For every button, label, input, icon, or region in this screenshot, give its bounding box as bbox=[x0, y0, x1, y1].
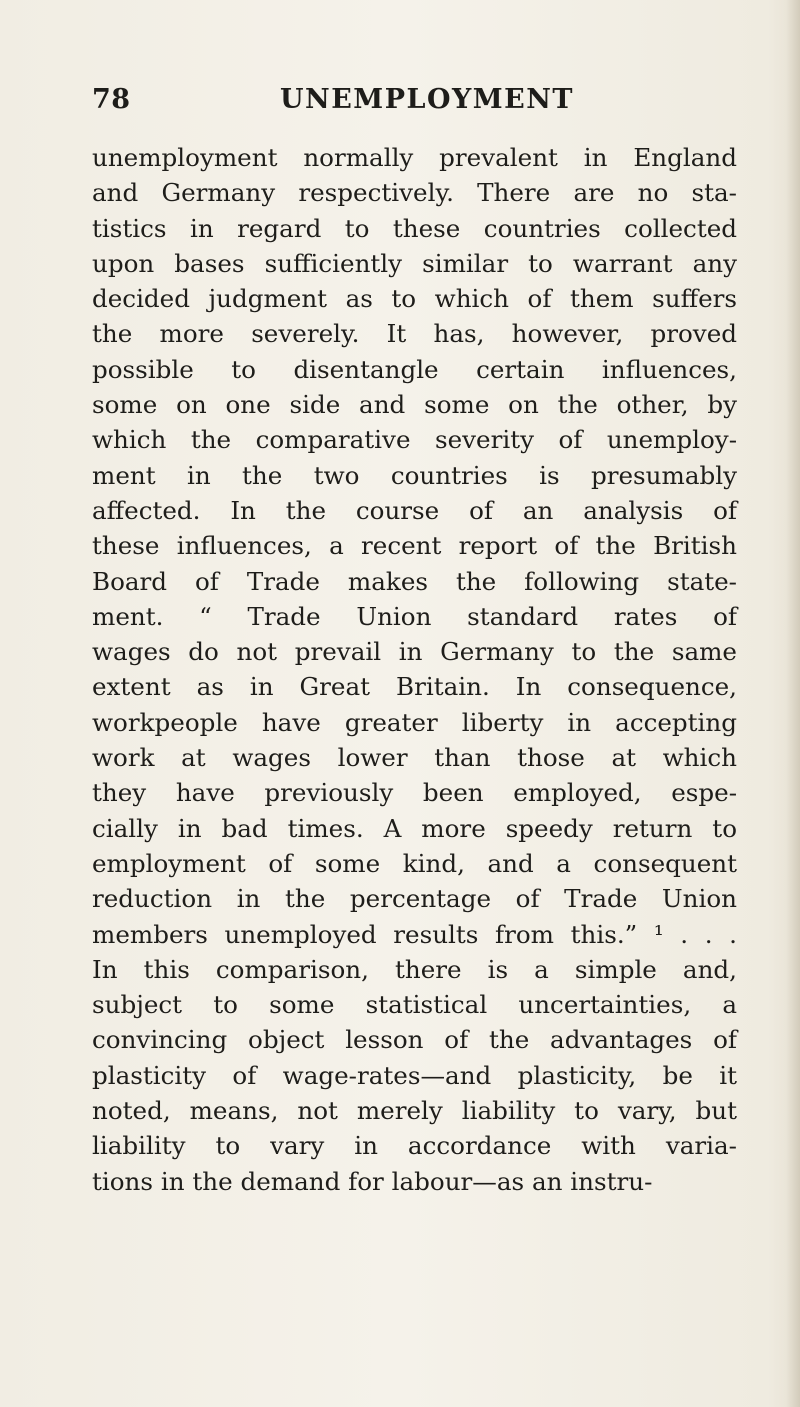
text-line: affected. In the course of an analysis of bbox=[92, 495, 737, 525]
running-head: UNEMPLOYMENT bbox=[280, 84, 575, 115]
text-line: and Germany respectively. There are no sta- bbox=[92, 178, 737, 208]
text-line: tistics in regard to these countries collected bbox=[92, 213, 737, 243]
text-line: wages do not prevail in Germany to the same bbox=[92, 637, 737, 667]
text-line: cially in bad times. A more speedy return to bbox=[92, 813, 737, 843]
text-line: decided judgment as to which of them suffers bbox=[92, 284, 737, 314]
text-line: work at wages lower than those at which bbox=[92, 743, 737, 773]
text-line: reduction in the percentage of Trade Union bbox=[92, 884, 737, 914]
text-line: the more severely. It has, however, proved bbox=[92, 319, 737, 349]
text-line: extent as in Great Britain. In consequence, bbox=[92, 672, 737, 702]
text-line: possible to disentangle certain influences, bbox=[92, 354, 737, 384]
text-line: members unemployed results from this.” ¹ . . . bbox=[92, 919, 737, 949]
text-line: plasticity of wage-rates—and plasticity, be it bbox=[92, 1060, 737, 1090]
text-line: workpeople have greater liberty in accepting bbox=[92, 707, 737, 737]
page-number: 78 bbox=[92, 84, 131, 115]
text-line: these influences, a recent report of the British bbox=[92, 531, 737, 561]
text-line: upon bases sufficiently similar to warrant any bbox=[92, 248, 737, 278]
text-line: they have previously been employed, espe- bbox=[92, 778, 737, 808]
body-paragraph bbox=[92, 140, 737, 1199]
text-line: Board of Trade makes the following state- bbox=[92, 566, 737, 596]
text-line: some on one side and some on the other, by bbox=[92, 390, 737, 420]
text-line: unemployment normally prevalent in England bbox=[92, 143, 737, 172]
text-line: In this comparison, there is a simple and, bbox=[92, 954, 737, 984]
page-edge-shadow bbox=[786, 0, 800, 1407]
page-header bbox=[92, 80, 652, 120]
text-line: ment. “ Trade Union standard rates of bbox=[92, 601, 737, 631]
text-line: which the comparative severity of unemploy- bbox=[92, 425, 737, 455]
text-line: liability to vary in accordance with varia- bbox=[92, 1131, 737, 1161]
text-line: subject to some statistical uncertainties, a bbox=[92, 990, 737, 1020]
text-line: noted, means, not merely liability to vary, but bbox=[92, 1096, 737, 1126]
text-line: convincing object lesson of the advantages of bbox=[92, 1025, 737, 1055]
text-line: employment of some kind, and a consequent bbox=[92, 848, 737, 878]
text-line: ment in the two countries is presumably bbox=[92, 460, 737, 490]
text-line: tions in the demand for labour—as an instru- bbox=[92, 1166, 653, 1196]
